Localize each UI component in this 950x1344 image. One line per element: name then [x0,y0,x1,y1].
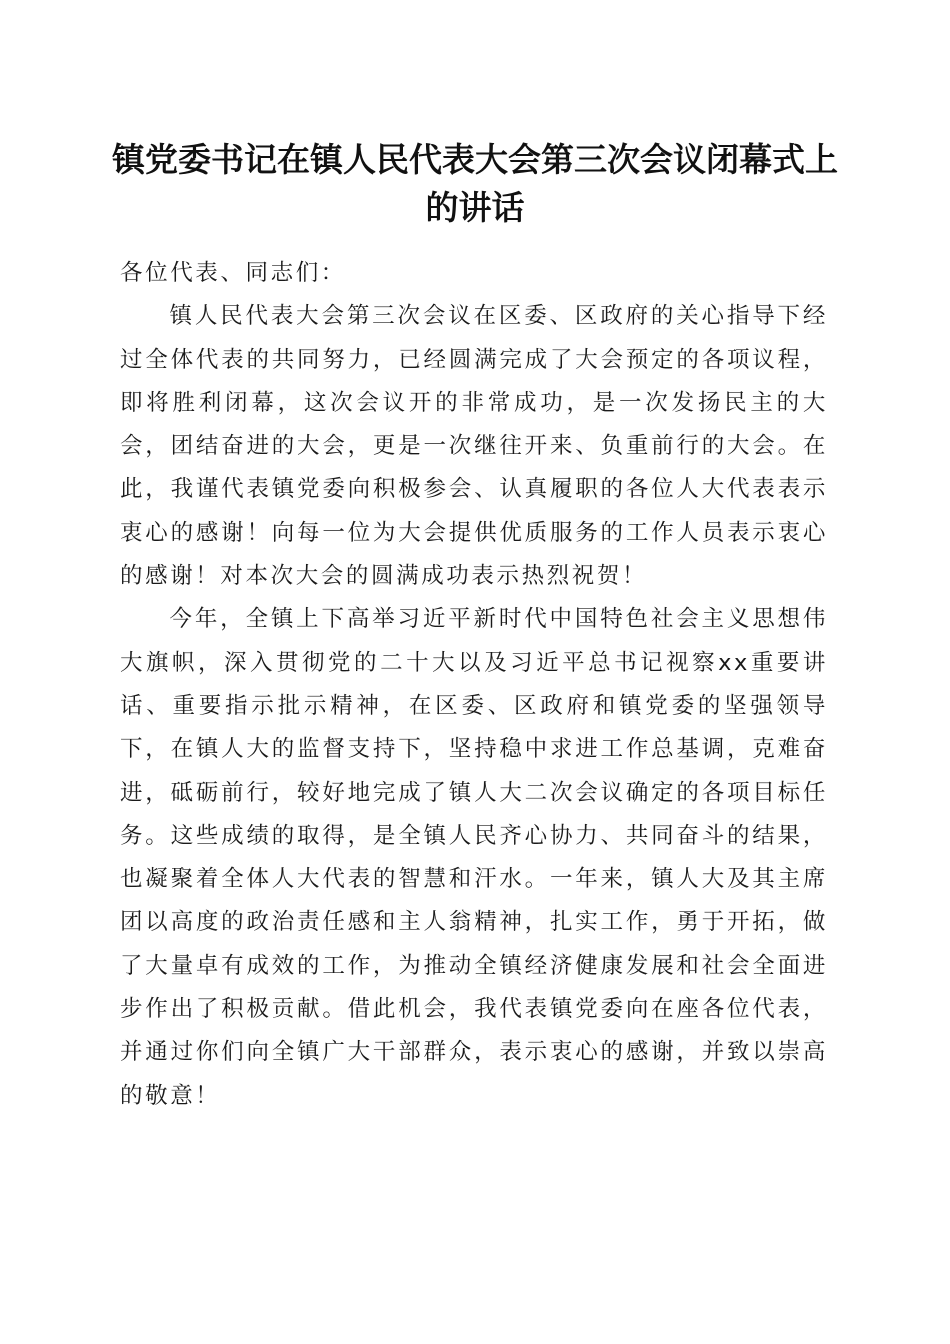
paragraph-review: 今年，全镇上下高举习近平新时代中国特色社会主义思想伟大旗帜，深入贯彻党的二十大以及习近平总书记视察xx重要讲话、重要指示批示精神，在区委、区政府和镇党委的坚强领导下，在镇人大的监督支持下，坚持稳中求进工作总基调，克难奋进，砥砺前行，较好地完成了镇人大二次会议确定的各项目标任务。这些成绩的取得，是全镇人民齐心协力、共同奋斗的结果，也凝聚着全体人大代表的智慧和汗水。一年来，镇人大及其主席团以高度的政治责任感和主人翁精神，扎实工作，勇于开拓，做了大量卓有成效的工作，为推动全镇经济健康发展和社会全面进步作出了积极贡献。借此机会，我代表镇党委向在座各位代表，并通过你们向全镇广大干部群众，表示衷心的感谢，并致以崇高的敬意！ [120,606,828,1109]
salutation: 各位代表、同志们： [120,260,346,286]
document-body [120,252,828,1118]
paragraph-opening: 镇人民代表大会第三次会议在区委、区政府的关心指导下经过全体代表的共同努力，已经圆满完成了大会预定的各项议程，即将胜利闭幕，这次会议开的非常成功，是一次发扬民主的大会，团结奋进的大会，更是一次继往开来、负重前行的大会。在此，我谨代表镇党委向积极参会、认真履职的各位人大代表表示衷心的感谢！向每一位为大会提供优质服务的工作人员表示衷心的感谢！对本次大会的圆满成功表示热烈祝贺！ [120,303,828,590]
document-title: 镇党委书记在镇人民代表大会第三次会议闭幕式上的讲话 [112,140,838,227]
